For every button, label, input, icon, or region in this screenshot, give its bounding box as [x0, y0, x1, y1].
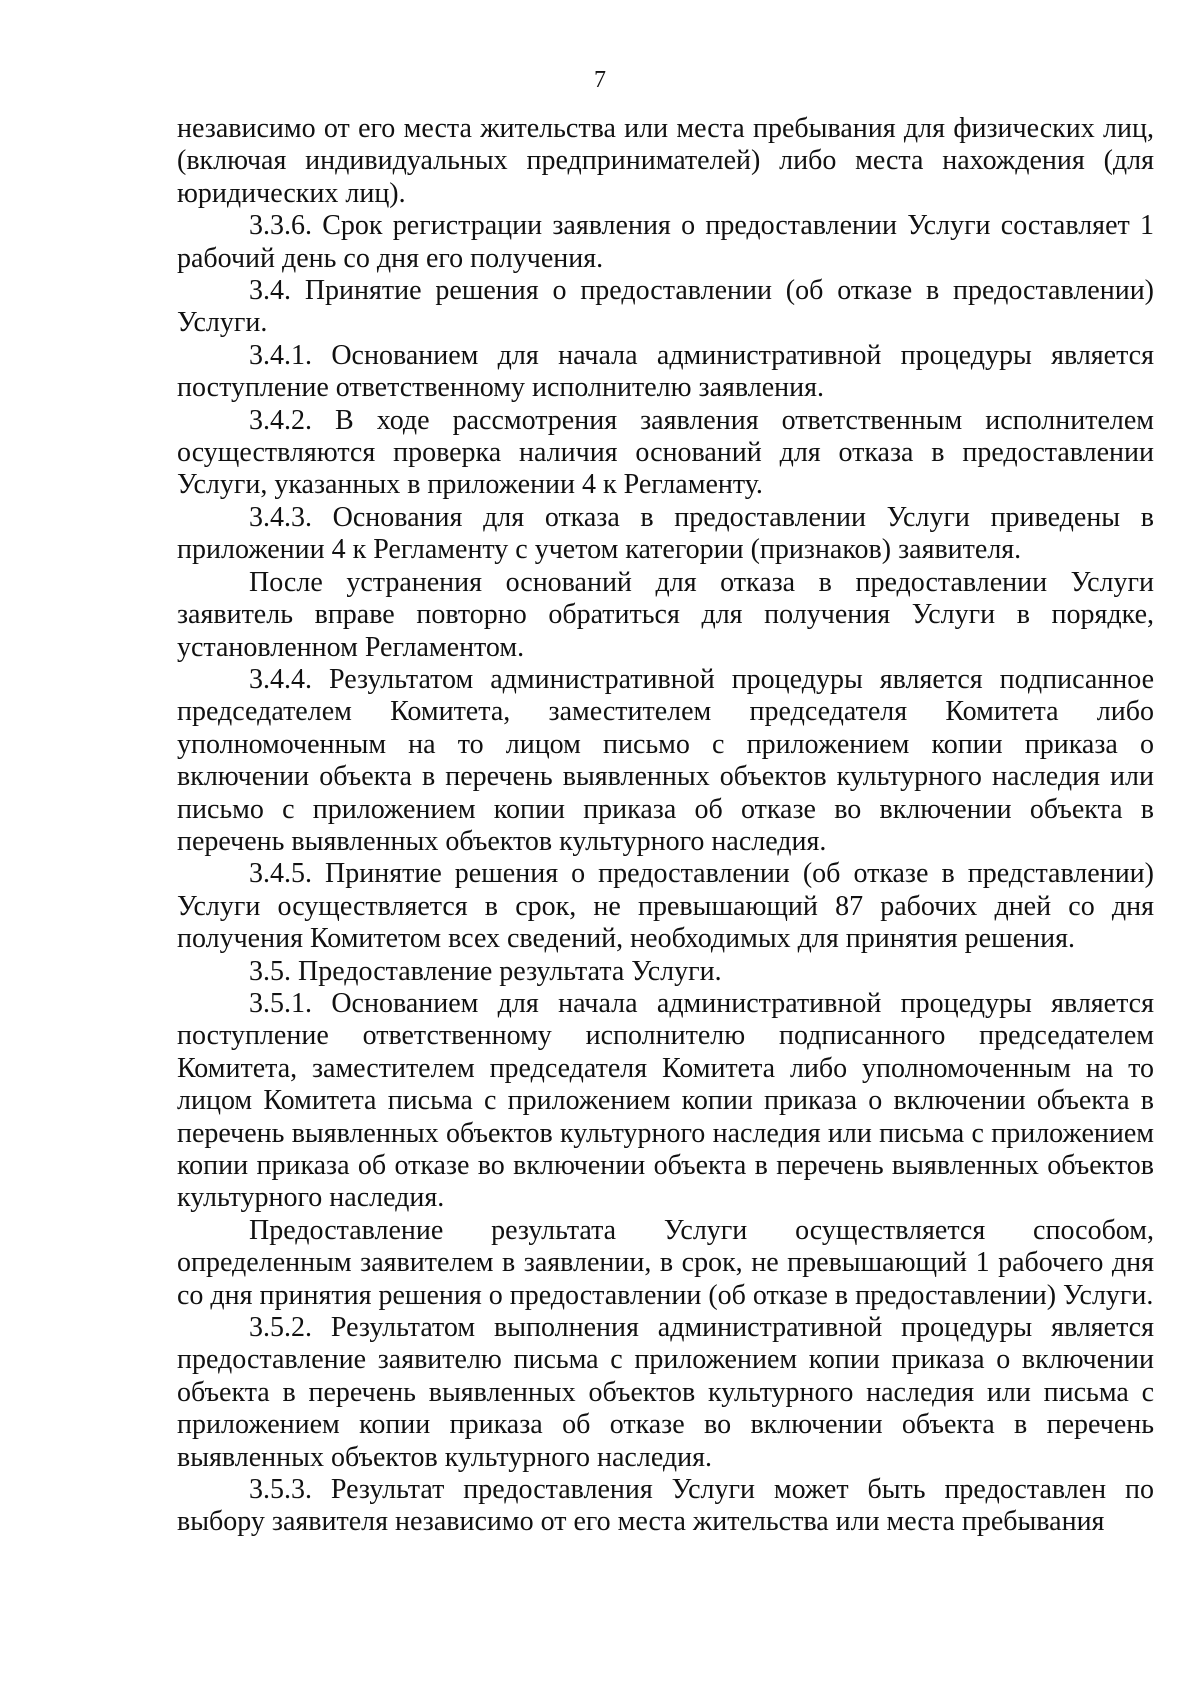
- paragraph-3-4-4: 3.4.4. Результатом административной процедуры является подписанное председателем Комитета, заместителем председателя Комитета либо уполномоченным на то лицом письмо с приложением копии приказа о включении объекта в перечень выявленных объектов культурного наследия или письмо с приложением копии приказа об отказе во включении объекта в перечень выявленных объектов культурного наследия.: [177, 663, 1154, 857]
- paragraph-3-4: 3.4. Принятие решения о предоставлении (об отказе в предоставлении) Услуги.: [177, 275, 1154, 339]
- paragraph-3-4-5: 3.4.5. Принятие решения о предоставлении (об отказе в представлении) Услуги осуществляется в срок, не превышающий 87 рабочих дней со дня получения Комитетом всех сведений, необходимых для принятия решения.: [177, 858, 1154, 955]
- paragraph-3-5: 3.5. Предоставление результата Услуги.: [249, 955, 722, 987]
- paragraph-3-4-3: 3.4.3. Основания для отказа в предоставлении Услуги приведены в приложении 4 к Регламенту с учетом категории (признаков) заявителя.: [177, 501, 1154, 566]
- paragraph-3-3-6: 3.3.6. Срок регистрации заявления о предоставлении Услуги составляет 1 рабочий день со дня его получения.: [177, 210, 1154, 274]
- paragraph-3-4-2: 3.4.2. В ходе рассмотрения заявления ответственным исполнителем осуществляются проверка наличия оснований для отказа в предоставлении Услуги, указанных в приложении 4 к Регламенту.: [177, 404, 1154, 501]
- paragraph-3-4-1: 3.4.1. Основанием для начала административной процедуры является поступление ответственному исполнителю заявления.: [177, 339, 1154, 404]
- paragraph-after-elimination: После устранения оснований для отказа в предоставлении Услуги заявитель вправе повторно обратиться для получения Услуги в порядке, установленном Регламентом.: [177, 566, 1154, 663]
- document-body: [177, 113, 1154, 1539]
- paragraph-3-5-1: 3.5.1. Основанием для начала административной процедуры является поступление ответственному исполнителю подписанного председателем Комитета, заместителем председателя Комитета либо уполномоченным на то лицом Комитета письма с приложением копии приказа о включении объекта в перечень выявленных объектов культурного наследия или письма с приложением копии приказа об отказе во включении объекта в перечень выявленных объектов культурного наследия.: [177, 987, 1154, 1214]
- paragraph-3-5-3: 3.5.3. Результат предоставления Услуги может быть предоставлен по выбору заявителя независимо от его места жительства или места пребывания: [177, 1474, 1154, 1538]
- paragraph-continuation: независимо от его места жительства или места пребывания для физических лиц, (включая индивидуальных предпринимателей) либо места нахождения (для юридических лиц).: [177, 113, 1154, 209]
- page-number: 7: [594, 67, 606, 93]
- paragraph-3-5-2: 3.5.2. Результатом выполнения административной процедуры является предоставление заявителю письма с приложением копии приказа о включении объекта в перечень выявленных объектов культурного наследия или письма с приложением копии приказа об отказе во включении объекта в перечень выявленных объектов культурного наследия.: [177, 1312, 1154, 1473]
- paragraph-result-provision: Предоставление результата Услуги осуществляется способом, определенным заявителем в заявлении, в срок, не превышающий 1 рабочего дня со дня принятия решения о предоставлении (об отказе в предоставлении) Услуги.: [177, 1214, 1154, 1311]
